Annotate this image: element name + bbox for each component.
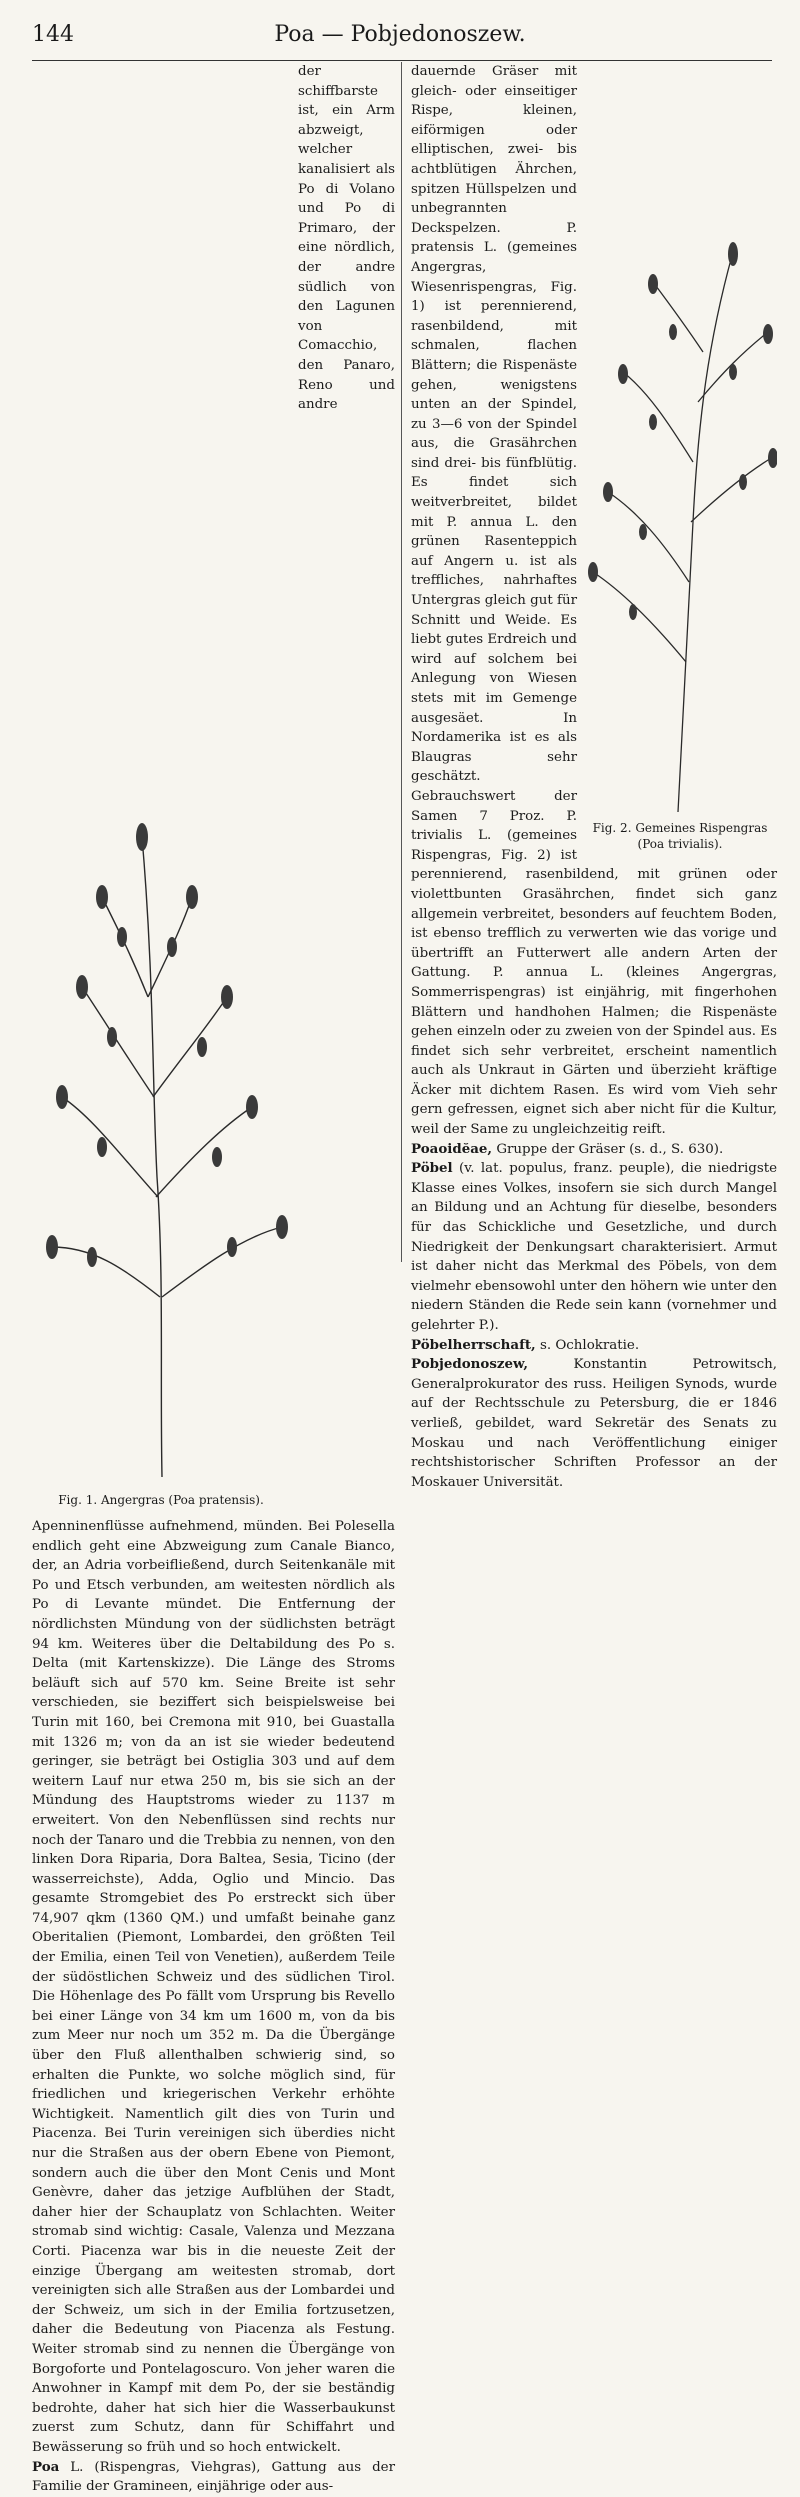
figure-1	[32, 777, 290, 1517]
pobjedonoszew-entry	[411, 1355, 777, 1492]
right-column	[411, 62, 777, 1492]
figure-2-caption-line2: (Poa trivialis).	[637, 837, 723, 851]
poa-pratensis-illustration	[32, 777, 290, 1492]
poa-text: (Rispengras, Viehgras), Gattung aus der Familie der Gramineen, einjährige oder aus-	[32, 2459, 395, 2495]
page-header	[0, 14, 800, 54]
po-article-continuation: der schiffbarste ist, ein Arm abzweigt, welcher kanalisiert als Po di Volano und Po di Primaro, der eine nördlich, der andre südlich von den Lagunen von Comacchio, den Panaro, Reno und andre Apenninenflüsse aufnehmend, münden. Bei Polesella endlich geht eine Abzweigung zum Canale Bianco, der, an Adria vorbeifließend, durch Seitenkanäle mit Po und Etsch verbunden, am weitesten nördlich als Po di Levante mündet. Die Entfernung der nördlichsten Mündung von der südlichsten beträgt 94 km. Weiteres über die Deltabildung des Po s. Delta (mit Kartenskizze). Die Länge des Stroms beläuft sich auf 570 km. Seine Breite ist sehr verschieden, sie beziffert sich beispielsweise bei Turin mit 160, bei Cremona mit 910, bei Guastalla mit 1326 m; von da an ist sie wieder bedeutend geringer, sie beträgt bei Ostiglia 303 und auf dem weitern Lauf nur etwa 250 m, bis sie sich an der Mündung des Hauptstroms wieder zu 1137 m erweitert. Von den Nebenflüssen sind rechts nur noch der Tanaro und die Trebbia zu nennen, von den linken Dora Riparia, Dora Baltea, Sesia, Ticino (der wasserreichste), Adda, Oglio und Mincio. Das gesamte Stromgebiet des Po erstreckt sich über 74,907 qkm (1360 QM.) und umfaßt beinahe ganz Oberitalien (Piemont, Lombardei, den größten Teil der Emilia, einen Teil von Venetien), außerdem Teile der südöstlichen Schweiz und des südlichen Tirol. Die Höhenlage des Po fällt vom Ursprung bis Revello bei einer Länge von 34 km um 1600 m, von da bis zum Meer nur noch um 352 m. Da die Übergänge über den Fluß allenthalben schwierig sind, so erhalten die Punkte, wo solche möglich sind, für friedlichen und kriegerischen Verkehr erhöhte Wichtigkeit. Namentlich gilt dies von Turin und Piacenza. Bei Turin vereinigen sich überdies nicht nur die Straßen aus der obern Ebene von Piemont, sondern auch die über den Mont Cenis und Mont Genèvre, daher das jetzige Aufblühen der Stadt, daher hier der Schauplatz von Schlachten. Weiter stromab sind wichtig: Casale, Valenza und Mezzana Corti. Piacenza war bis in die neueste Zeit der einzige Übergang am weitesten stromab, dort vereinigten sich alle Straßen aus der Lombardei und der Schweiz, um sich in der Emilia fortzusetzen, daher die Bedeutung von Piacenza als Festung. Weiter stromab sind zu nennen die Übergänge von Borgoforte und Pontelagoscuro. Von jeher waren die Anwohner in Kampf mit dem Po, der sie beständig bedrohte, daher hat sich hier die Wasserbaukunst zuerst zum Schutz, dann für Schiffahrt und Bewässerung so früh und so hoch entwickelt.	[32, 64, 395, 2455]
page-number: 144	[32, 22, 74, 47]
running-head: Poa — Pobjedonoszew.	[274, 22, 526, 47]
poaoideae-text: Gruppe der Gräser (s. d., S. 630).	[492, 1141, 724, 1157]
poebel-headword: Pöbel	[411, 1160, 453, 1177]
header-rule	[32, 60, 772, 61]
figure-2-caption-line1: Fig. 2. Gemeines Rispengras	[592, 821, 768, 835]
poa-entry	[32, 2458, 395, 2497]
figure-2-caption	[583, 820, 777, 852]
poa-authority: L.	[59, 2459, 84, 2475]
poebelherrschaft-headword: Pöbelherrschaft,	[411, 1336, 536, 1353]
poebelherrschaft-entry	[411, 1336, 777, 1356]
poa-trivialis-illustration	[583, 242, 777, 817]
poa-headword: Poa	[32, 2458, 60, 2475]
poaoideae-headword: Poaoidĕae,	[411, 1140, 493, 1157]
poa-article-continuation: dauernde Gräser mit gleich- oder einseitiger Rispe, kleinen, eiförmigen oder elliptischen, zwei- bis achtblütigen Ährchen, spitzen Hüllspelzen und unbegrannten Deckspelzen. P. pratensis L. (gemeines Angergras, Wiesenrispengras, Fig. 1) ist perennierend, rasenbildend, mit schmalen, flachen Blättern; die Rispenäste gehen, wenigstens unten an der Spindel, zu 3—6 von der Spindel aus, die Grasährchen sind drei- bis fünfblütig. Es findet sich weitverbreitet, bildet mit P. annua L. den grünen Rasenteppich auf Angern u. ist als treffliches, nahrhaftes Untergras gleich gut für Schnitt und Weide. Es liebt gutes Erdreich und wird auf solchem bei Anlegung von Wiesen stets mit im Gemenge ausgesäet. In Nordamerika ist es als Blaugras sehr geschätzt. Gebrauchswert der Samen 7 Proz. P. trivialis L. (gemeines Rispengras, Fig. 2) ist perennierend, rasenbildend, mit grünen oder violettbunten Grasährchen, findet sich ganz allgemein verbreitet, besonders auf feuchtem Boden, ist ebenso trefflich zu verwerten wie das vorige und übertrifft an Futterwert alle andern Arten der Gattung. P. annua L. (kleines Angergras, Sommerrispengras) ist einjährig, mit fingerhohen Blättern und handhohen Halmen; die Rispenäste gehen einzeln oder zu zweien von der Spindel aus. Es findet sich sehr verbreitet, erscheint namentlich auch als Unkraut in Gärten und überzieht kräftige Äcker mit dichtem Rasen. Es wird vom Vieh sehr gern gefressen, eignet sich aber nicht für die Kultur, weil der Same zu ungleichzeitig reift.	[411, 64, 777, 1138]
poebelherrschaft-text: s. Ochlokratie.	[535, 1337, 640, 1353]
poebel-text: (v. lat. populus, franz. peuple), die niedrigste Klasse eines Volkes, insofern sie sich durch Mangel an Bildung und an Achtung für dieselbe, besonders für das Schickliche und Gesetzliche, und durch Niedrigkeit der Denkungsart charakterisiert. Armut ist daher nicht das Merkmal des Pöbels, von dem vielmehr ebensowohl unter den höhern wie unter den niedern Ständen die Rede sein kann (vornehmer und gelehrter P.).	[411, 1161, 777, 1333]
pobjedonoszew-headword: Pobjedonoszew,	[411, 1356, 529, 1373]
left-column	[32, 62, 395, 2497]
poaoideae-entry	[411, 1140, 777, 1160]
figure-2	[583, 242, 777, 857]
poebel-entry	[411, 1159, 777, 1335]
pobjedonoszew-text: Konstantin Petrowitsch, Generalprokurator des russ. Heiligen Synods, wurde auf der Rechtsschule zu Petersburg, die er 1846 verließ, gebildet, ward Sekretär des Senats zu Moskau und nach Veröffentlichung einiger rechtshistorischer Schriften Professor an der Moskauer Universität.	[411, 1357, 777, 1490]
column-divider	[401, 62, 402, 1262]
figure-1-caption: Fig. 1. Angergras (Poa pratensis).	[58, 1493, 264, 1507]
